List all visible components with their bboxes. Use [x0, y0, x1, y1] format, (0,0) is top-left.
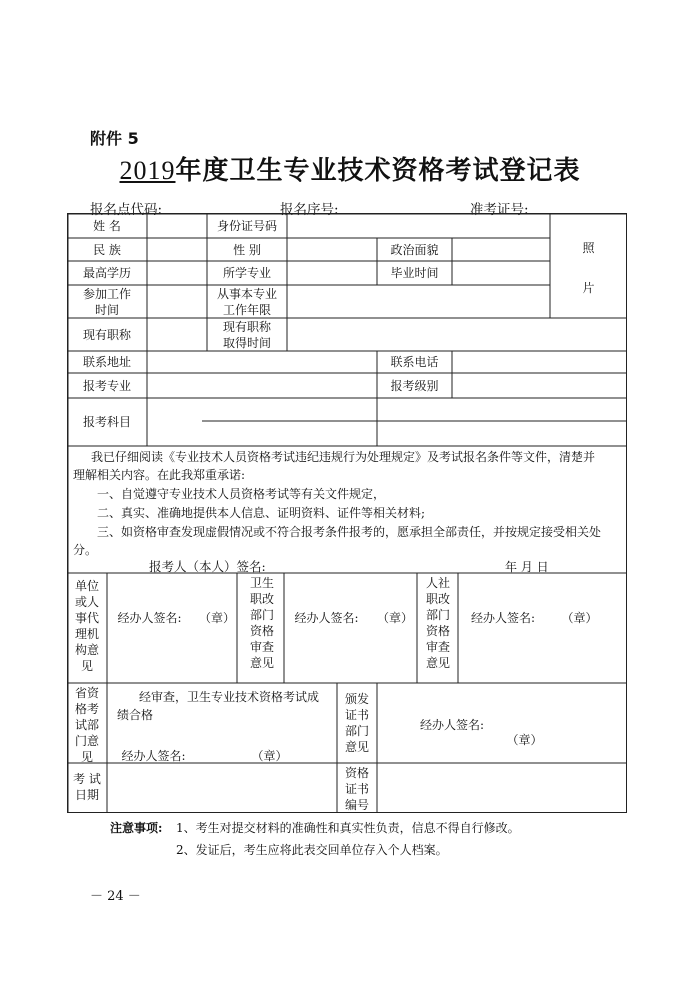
label-exam-date: 考 试 日期: [73, 772, 101, 802]
site-code-label: 报名点代码:: [90, 202, 163, 218]
attachment-label: 附件 5: [90, 129, 139, 148]
label-unit-review: 单位 或人 事代 理机 构意 见: [74, 579, 99, 673]
issue-seal: （章）: [506, 733, 543, 747]
label-cert-no: 资格 证书 编号: [344, 766, 369, 812]
label-current-title: 现有职称: [82, 327, 131, 342]
photo-label-top: 照: [582, 241, 595, 255]
title-year: 2019: [119, 156, 176, 185]
issue-handler-sig: 经办人签名:: [419, 718, 485, 732]
label-major: 所学专业: [222, 266, 271, 280]
label-years-in-field: 从事本专业 工作年限: [216, 286, 277, 317]
label-work-start: 参加工作 时间: [82, 286, 131, 317]
pledge-line-1: 我已仔细阅读《专业技术人员资格考试违纪违规行为处理规定》及考试报名条件等文件，清楚并: [91, 450, 596, 464]
pledge-signature: 报考人（本人）签名:: [149, 559, 266, 574]
province-text-2: 绩合格: [117, 708, 154, 722]
label-title-time: 现有职称 取得时间: [222, 319, 271, 350]
notes-heading: 注意事项:: [110, 821, 163, 835]
pledge-line-2: 理解相关内容。在此我郑重承诺:: [73, 468, 246, 482]
registration-table: [67, 213, 627, 813]
note-1: 1、考生对提交材料的准确性和真实性负责，信息不得自行修改。: [176, 821, 520, 835]
pledge-item-1: 一、自觉遵守专业技术人员资格考试等有关文件规定，: [97, 487, 386, 501]
label-exam-level: 报考级别: [390, 378, 439, 393]
province-seal: （章）: [251, 749, 288, 763]
label-gender: 性 别: [233, 242, 261, 257]
label-education: 最高学历: [82, 266, 131, 280]
unit-handler-sig: 经办人签名:: [117, 611, 182, 625]
ticket-no-label: 准考证号:: [470, 202, 529, 218]
pledge-item-3: 三、如资格审查发现虚假情况或不符合报考条件报考的，愿承担全部责任，并按规定接受相关处: [97, 525, 602, 539]
label-issue-dept: 颁发 证书 部门 意见: [344, 692, 369, 754]
province-text-1: 经审查，卫生专业技术资格考试成: [139, 690, 320, 704]
label-ethnicity: 民 族: [93, 242, 121, 257]
label-phone: 联系电话: [390, 355, 439, 369]
label-id-no: 身份证号码: [216, 218, 277, 233]
pledge-item-3-cont: 分。: [73, 543, 98, 557]
label-name: 姓 名: [93, 218, 121, 233]
label-health-review: 卫生 职改 部门 资格 审查 意见: [249, 576, 274, 670]
label-grad-time: 毕业时间: [390, 266, 439, 280]
pledge-item-2: 二、真实、准确地提供本人信息、证明资料、证件等相关材料;: [97, 506, 426, 520]
label-political: 政治面貌: [390, 242, 439, 257]
label-exam-major: 报考专业: [82, 378, 131, 393]
health-handler-sig: 经办人签名:: [294, 611, 359, 625]
serial-no-label: 报名序号:: [280, 202, 339, 218]
label-exam-subjects: 报考科目: [82, 415, 131, 429]
label-address: 联系地址: [82, 355, 131, 369]
photo-label-bottom: 片: [582, 281, 595, 295]
hr-seal: （章）: [561, 611, 598, 625]
note-2: 2、发证后，考生应将此表交回单位存入个人档案。: [176, 843, 448, 857]
label-province-review: 省资 格考 试部 门意 见: [74, 686, 99, 764]
hr-handler-sig: 经办人签名:: [470, 611, 536, 625]
province-handler-sig: 经办人签名:: [121, 749, 186, 763]
row5-divider: [67, 213, 627, 353]
health-seal: （章）: [376, 611, 413, 625]
label-hr-review: 人社 职改 部门 资格 审查 意见: [425, 576, 450, 670]
pledge-date: 年 月 日: [505, 560, 549, 574]
form-title: [0, 150, 700, 187]
page-number: － 24 －: [90, 889, 141, 904]
unit-seal: （章）: [198, 611, 235, 625]
title-text: 年度卫生专业技术资格考试登记表: [175, 156, 581, 186]
